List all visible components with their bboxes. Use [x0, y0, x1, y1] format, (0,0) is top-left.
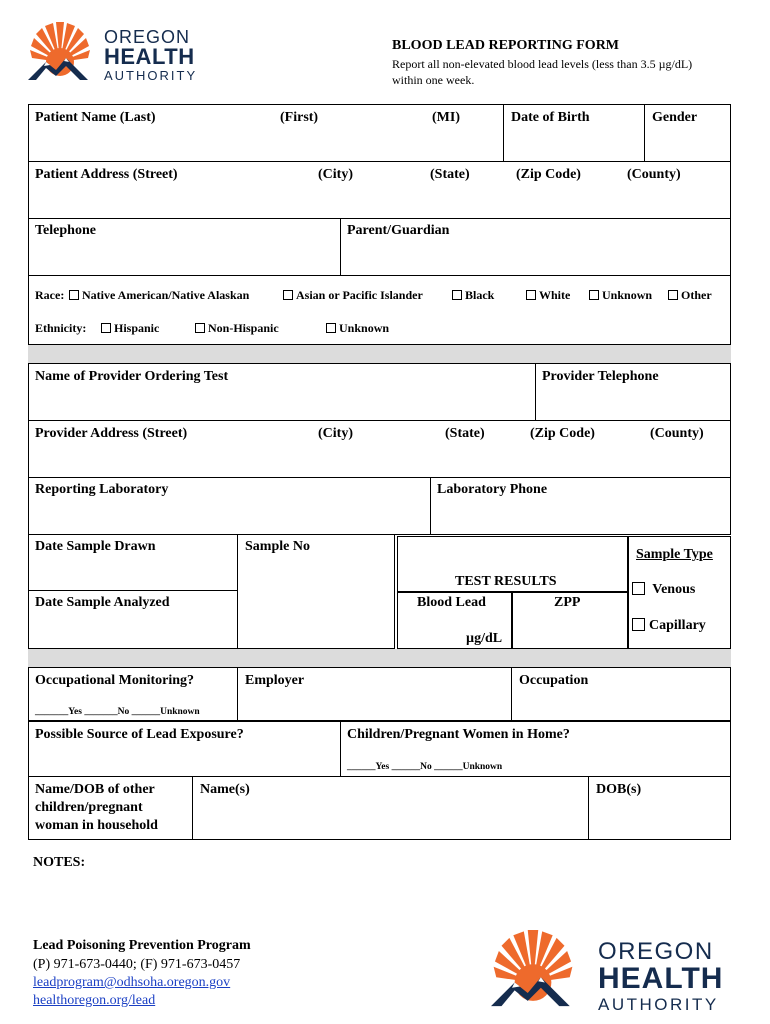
race-native-option[interactable]: Native American/Native Alaskan — [69, 288, 249, 303]
guardian-label: Parent/Guardian — [347, 223, 450, 238]
gender-label: Gender — [652, 110, 698, 125]
patient-city-label: (City) — [318, 167, 353, 182]
household-label-3: woman in household — [35, 818, 158, 833]
children-label: Children/Pregnant Women in Home? — [347, 727, 570, 742]
footer-phone: (P) 971-673-0440; (F) 971-673-0457 — [33, 957, 241, 972]
section-divider-1 — [28, 345, 731, 363]
race-black-option[interactable]: Black — [452, 288, 494, 303]
logo-authority: AUTHORITY — [104, 68, 198, 83]
logo-authority: AUTHORITY — [598, 995, 719, 1014]
household-label-1: Name/DOB of other — [35, 782, 155, 797]
notes-label: NOTES: — [33, 855, 86, 870]
race-other-option[interactable]: Other — [668, 288, 712, 303]
footer-web-link[interactable]: healthoregon.org/lead — [33, 993, 156, 1008]
zpp-label: ZPP — [554, 595, 581, 610]
form-subtitle-2: within one week. — [392, 73, 475, 87]
occupational-answer[interactable]: _______Yes _______No ______Unknown — [35, 707, 200, 717]
form-title: BLOOD LEAD REPORTING FORM — [392, 38, 620, 53]
telephone-label: Telephone — [35, 223, 96, 238]
blood-lead-unit: µg/dL — [466, 631, 503, 646]
household-label-2: children/pregnant — [35, 800, 143, 815]
dobs-label: DOB(s) — [596, 782, 642, 797]
oha-sunburst-icon — [26, 22, 94, 86]
sample-type-capillary[interactable]: Capillary — [632, 618, 706, 634]
patient-name-first-label: (First) — [280, 110, 319, 125]
source-label: Possible Source of Lead Exposure? — [35, 727, 244, 742]
patient-name-last-label: Patient Name (Last) — [35, 110, 156, 125]
race-asian-option[interactable]: Asian or Pacific Islander — [283, 288, 423, 303]
footer-email-link[interactable]: leadprogram@odhsoha.oregon.gov — [33, 975, 231, 990]
reporting-lab-label: Reporting Laboratory — [35, 482, 169, 497]
dob-label: Date of Birth — [511, 110, 590, 125]
results-divider — [397, 591, 628, 593]
occupational-label: Occupational Monitoring? — [35, 673, 195, 688]
form-subtitle-1: Report all non-elevated blood lead levels (less than 3.5 µg/dL) — [392, 57, 693, 71]
lab-phone-label: Laboratory Phone — [437, 482, 548, 497]
oha-sunburst-icon — [488, 930, 578, 1014]
checkbox-icon[interactable] — [283, 290, 293, 300]
logo-health: HEALTH — [104, 44, 195, 69]
patient-address-label: Patient Address (Street) — [35, 167, 178, 182]
sample-type-venous[interactable]: Venous — [632, 582, 695, 598]
checkbox-icon[interactable] — [69, 290, 79, 300]
provider-telephone-label: Provider Telephone — [542, 369, 659, 384]
race-unknown-option[interactable]: Unknown — [589, 288, 652, 303]
logo-oregon: OREGON — [104, 27, 191, 47]
children-answer[interactable]: ______Yes ______No ______Unknown — [347, 762, 503, 772]
provider-county-label: (County) — [650, 426, 704, 441]
names-box[interactable] — [192, 776, 589, 840]
patient-county-label: (County) — [627, 167, 681, 182]
ethnicity-hispanic-option[interactable]: Hispanic — [101, 321, 159, 336]
occupation-label: Occupation — [519, 673, 589, 688]
provider-zip-label: (Zip Code) — [530, 426, 595, 441]
logo-health: HEALTH — [598, 962, 724, 995]
checkbox-icon[interactable] — [195, 323, 205, 333]
bottom-logo — [488, 930, 738, 1014]
checkbox-icon[interactable] — [326, 323, 336, 333]
checkbox-icon[interactable] — [632, 618, 645, 631]
ethnicity-unknown-option[interactable]: Unknown — [326, 321, 389, 336]
test-results-label: TEST RESULTS — [455, 574, 557, 589]
names-label: Name(s) — [200, 782, 250, 797]
provider-state-label: (State) — [445, 426, 485, 441]
results-vline — [511, 591, 513, 649]
sample-type-vline — [627, 536, 629, 649]
ethnicity-nonhispanic-option[interactable]: Non-Hispanic — [195, 321, 279, 336]
race-white-option[interactable]: White — [526, 288, 570, 303]
provider-name-label: Name of Provider Ordering Test — [35, 369, 229, 384]
checkbox-icon[interactable] — [589, 290, 599, 300]
blood-lead-label: Blood Lead — [417, 595, 486, 610]
checkbox-icon[interactable] — [526, 290, 536, 300]
logo-oregon: OREGON — [598, 938, 714, 965]
ethnicity-label: Ethnicity: — [35, 321, 87, 335]
sample-no-label: Sample No — [245, 539, 310, 554]
date-drawn-label: Date Sample Drawn — [35, 539, 156, 554]
checkbox-icon[interactable] — [668, 290, 678, 300]
checkbox-icon[interactable] — [101, 323, 111, 333]
race-label: Race: — [35, 288, 65, 302]
date-analyzed-label: Date Sample Analyzed — [35, 595, 170, 610]
employer-label: Employer — [245, 673, 305, 688]
patient-zip-label: (Zip Code) — [516, 167, 581, 182]
sample-type-label: Sample Type — [636, 547, 713, 562]
patient-state-label: (State) — [430, 167, 470, 182]
section-divider-2 — [28, 649, 731, 667]
checkbox-icon[interactable] — [632, 582, 645, 595]
checkbox-icon[interactable] — [452, 290, 462, 300]
provider-city-label: (City) — [318, 426, 353, 441]
patient-name-mi-label: (MI) — [432, 110, 460, 125]
provider-address-label: Provider Address (Street) — [35, 426, 188, 441]
top-logo — [26, 22, 216, 86]
footer-program: Lead Poisoning Prevention Program — [33, 938, 251, 953]
